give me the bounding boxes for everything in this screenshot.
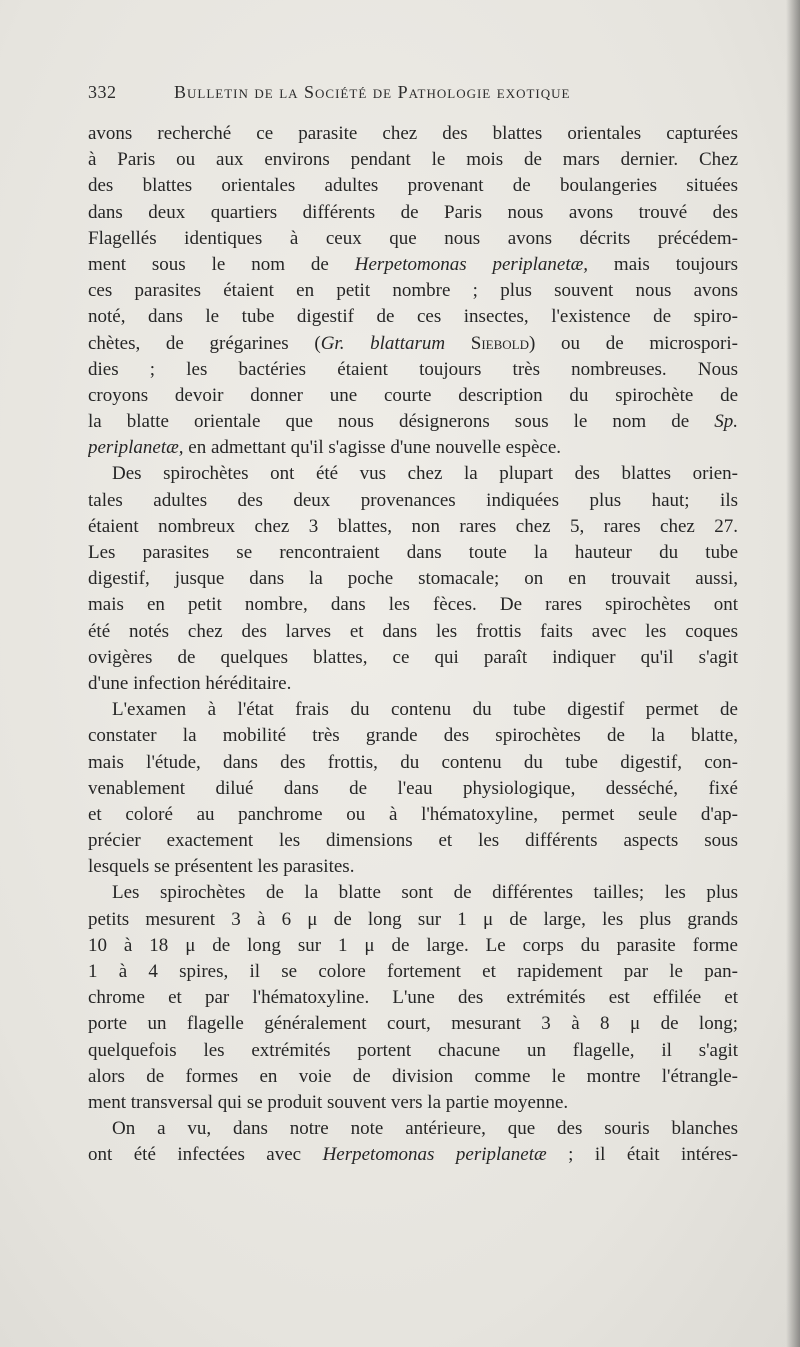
line-text: 1 à 4 spires, il se colore fortement et rapidement par le pan-	[88, 961, 738, 982]
text-line	[88, 1011, 738, 1037]
line-text: été notés chez des larves et dans les frottis faits avec les coques	[88, 620, 738, 642]
text-line	[88, 121, 738, 147]
running-header	[88, 82, 648, 103]
text-line	[88, 383, 738, 409]
line-text: dies ; les bactéries étaient toujours très nombreuses. Nous	[88, 358, 738, 380]
text-line	[88, 566, 738, 592]
text-line	[88, 540, 738, 566]
line-text: dans deux quartiers différents de Paris nous avons trouvé des	[88, 201, 738, 223]
text-line	[88, 1116, 738, 1142]
text-line	[88, 907, 738, 933]
text-line	[88, 435, 738, 461]
line-text: ment sous le nom de	[88, 253, 355, 275]
line-text: avons recherché ce parasite chez des blattes orientales capturées	[88, 123, 738, 144]
text-line	[88, 1142, 738, 1168]
line-text: tales adultes des deux provenances indiquées plus haut; ils	[88, 489, 738, 511]
line-text: mais en petit nombre, dans les fèces. De rares spirochètes ont	[88, 594, 738, 616]
line-text: Flagellés identiques à ceux que nous avons décrits précédem-	[88, 227, 738, 249]
italic-term: periplanetæ,	[88, 437, 184, 459]
line-text: à Paris ou aux environs pendant le mois de mars dernier. Chez	[88, 149, 738, 171]
line-text: et coloré au panchrome ou à l'hématoxyline, permet seule d'ap-	[88, 803, 738, 825]
italic-term: Herpetomonas periplanetæ,	[354, 253, 589, 275]
text-line	[88, 173, 738, 199]
line-text: d'une infection héréditaire.	[88, 672, 292, 694]
text-line	[88, 147, 738, 173]
text-line	[88, 776, 738, 802]
line-text: L'examen à l'état frais du contenu du tube digestif permet de	[112, 699, 738, 721]
text-line	[88, 592, 738, 618]
text-line	[88, 409, 738, 435]
line-text: constater la mobilité très grande des spirochètes de la blatte,	[88, 725, 738, 747]
text-line	[88, 802, 738, 828]
line-text: digestif, jusque dans la poche stomacale; on en trouvait aussi,	[88, 568, 738, 590]
text-line	[88, 854, 738, 880]
line-text: ment transversal qui se produit souvent vers la partie moyenne.	[88, 1091, 569, 1113]
text-line	[88, 645, 738, 671]
line-text: venablement dilué dans de l'eau physiologique, desséché, fixé	[88, 777, 738, 799]
text-line	[88, 723, 738, 749]
line-text: Des spirochètes ont été vus chez la plupart des blattes orien-	[112, 463, 738, 485]
line-text: mais toujours	[588, 253, 738, 275]
line-text: ovigères de quelques blattes, ce qui paraît indiquer qu'il s'agit	[88, 646, 738, 668]
line-text: porte un flagelle généralement court, mesurant 3 à 8 μ de long;	[88, 1013, 738, 1035]
page-number: 332	[88, 82, 117, 102]
line-text: des blattes orientales adultes provenant de boulangeries situées	[88, 175, 738, 197]
italic-term: Herpetomonas periplanetæ	[322, 1144, 547, 1166]
text-line	[88, 619, 738, 645]
author-name: Siebold	[445, 332, 530, 354]
text-line	[88, 488, 738, 514]
line-text: précier exactement les dimensions et les différents aspects sous	[88, 830, 738, 852]
text-line	[88, 1038, 738, 1064]
line-text: croyons devoir donner une courte description du spirochète de	[88, 384, 738, 406]
italic-term: Gr. blattarum	[320, 332, 446, 354]
text-line	[88, 514, 738, 540]
line-text: ces parasites étaient en petit nombre ; plus souvent nous avons	[88, 280, 738, 302]
line-text: chrome et par l'hématoxyline. L'une des extrémités est effilée et	[88, 987, 738, 1009]
text-line	[88, 200, 738, 226]
body-text	[88, 121, 738, 1169]
line-text: Les spirochètes de la blatte sont de différentes tailles; les plus	[112, 882, 738, 904]
text-line	[88, 750, 738, 776]
line-text: alors de formes en voie de division comme le montre l'étrangle-	[88, 1065, 738, 1087]
text-line	[88, 985, 738, 1011]
line-text: Les parasites se rencontraient dans toute la hauteur du tube	[88, 542, 738, 563]
line-text: en admettant qu'il s'agisse d'une nouvelle espèce.	[183, 437, 562, 459]
text-line	[88, 304, 738, 330]
line-text: On a vu, dans notre note antérieure, que des souris blanches	[112, 1118, 738, 1140]
text-line	[88, 226, 738, 252]
line-text: quelquefois les extrémités portent chacune un flagelle, il s'agit	[88, 1039, 738, 1061]
text-line	[88, 1064, 738, 1090]
line-text: ) ou de microspori-	[529, 332, 738, 354]
line-text: ; il était intéres-	[546, 1144, 738, 1166]
text-line	[88, 1090, 738, 1116]
text-line	[88, 331, 738, 357]
line-text: lesquels se présentent les parasites.	[88, 856, 355, 878]
text-line	[88, 461, 738, 487]
line-text: étaient nombreux chez 3 blattes, non rares chez 5, rares chez 27.	[88, 515, 738, 537]
line-text: 10 à 18 μ de long sur 1 μ de large. Le corps du parasite forme	[88, 934, 738, 956]
page-edge-shadow	[786, 0, 800, 1347]
running-title: Bulletin de la Société de Pathologie exotique	[174, 82, 571, 102]
line-text: noté, dans le tube digestif de ces insectes, l'existence de spiro-	[88, 306, 738, 328]
text-line	[88, 357, 738, 383]
italic-term: Sp.	[714, 411, 738, 433]
text-line	[88, 959, 738, 985]
text-line	[88, 880, 738, 906]
text-line	[88, 697, 738, 723]
line-text: la blatte orientale que nous désignerons sous le nom de	[88, 411, 715, 433]
text-line	[88, 252, 738, 278]
line-text: chètes, de grégarines (	[88, 332, 321, 354]
text-line	[88, 933, 738, 959]
line-text: ont été infectées avec	[88, 1144, 323, 1166]
text-line	[88, 671, 738, 697]
line-text: petits mesurent 3 à 6 μ de long sur 1 μ de large, les plus grands	[88, 908, 738, 930]
text-line	[88, 828, 738, 854]
line-text: mais l'étude, dans des frottis, du contenu du tube digestif, con-	[88, 751, 738, 773]
text-line	[88, 278, 738, 304]
